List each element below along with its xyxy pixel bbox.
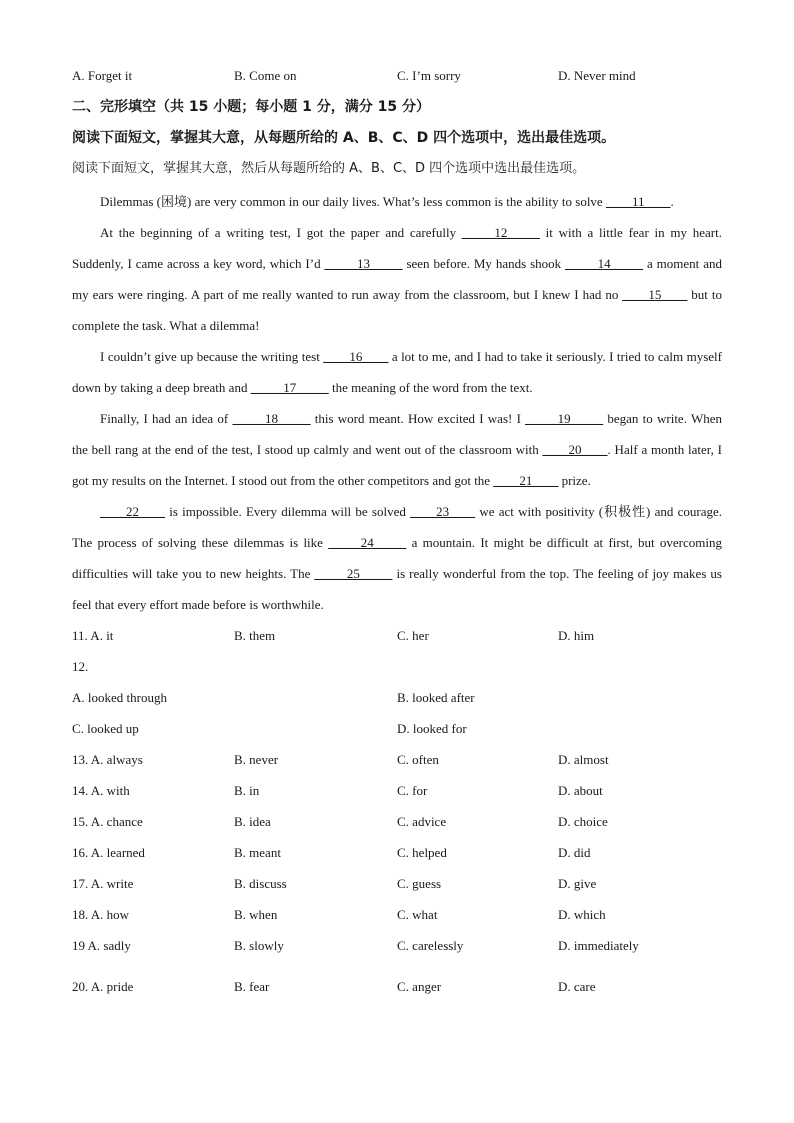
question-19 bbox=[72, 932, 722, 963]
option-c: C. I’m sorry bbox=[397, 68, 461, 83]
question-13 bbox=[72, 746, 722, 777]
option-c: C. looked up bbox=[72, 721, 139, 736]
blank-25: _____25_____ bbox=[314, 566, 393, 581]
option-d: D. choice bbox=[558, 814, 608, 829]
option-d: D. about bbox=[558, 783, 603, 798]
option-d: D. immediately bbox=[558, 938, 639, 953]
option-b: B. looked after bbox=[397, 690, 475, 705]
question-12-row-2 bbox=[72, 715, 722, 746]
text: seen before. My hands shook bbox=[402, 256, 566, 271]
blank-17: _____17_____ bbox=[250, 380, 329, 395]
passage-paragraph-4 bbox=[72, 403, 722, 496]
blank-21: ____21____ bbox=[493, 473, 559, 488]
question-14 bbox=[72, 777, 722, 808]
option-d: D. which bbox=[558, 907, 606, 922]
option-d: D. almost bbox=[558, 752, 609, 767]
question-11 bbox=[72, 622, 722, 653]
option-c: C. her bbox=[397, 628, 429, 643]
option-c: C. helped bbox=[397, 845, 447, 860]
option-b: B. idea bbox=[234, 814, 271, 829]
text: is really wonderful from the top. The feeling of joy makes us feel that every effort made before is worthwhile. bbox=[72, 566, 722, 612]
text: a moment and my ears were ringing. A part of me really wanted to run away from the classroom, but I knew I had no bbox=[72, 256, 722, 302]
option-d: D. give bbox=[558, 876, 597, 891]
question-20 bbox=[72, 973, 722, 1004]
option-a: 17. A. write bbox=[72, 876, 134, 891]
option-a: 20. A. pride bbox=[72, 979, 134, 994]
text: a mountain. It might be difficult at first, but overcoming difficulties will take you to new heights. The bbox=[72, 535, 723, 581]
text: this word meant. How excited I was! I bbox=[310, 411, 526, 426]
option-d: D. looked for bbox=[397, 721, 467, 736]
option-a: 18. A. how bbox=[72, 907, 130, 922]
text: At the beginning of a writing test, I got the paper and carefully bbox=[100, 225, 462, 240]
option-b: B. when bbox=[234, 907, 278, 922]
option-d: D. did bbox=[558, 845, 591, 860]
question-16 bbox=[72, 839, 722, 870]
instruction-plain: 阅读下面短文，掌握其大意，然后从每题所给的 A、B、C、D 四个选项中选出最佳选项。 bbox=[72, 161, 586, 176]
blank-13: _____13_____ bbox=[324, 256, 403, 271]
option-a: 14. A. with bbox=[72, 783, 130, 798]
passage-paragraph-3 bbox=[72, 341, 722, 403]
passage-paragraph-5 bbox=[72, 496, 722, 620]
option-d: D. care bbox=[558, 979, 596, 994]
option-c: C. anger bbox=[397, 979, 442, 994]
option-c: C. advice bbox=[397, 814, 447, 829]
option-c: C. what bbox=[397, 907, 438, 922]
option-b: B. never bbox=[234, 752, 279, 767]
option-c: C. guess bbox=[397, 876, 442, 891]
question-15 bbox=[72, 808, 722, 839]
option-a: 16. A. learned bbox=[72, 845, 145, 860]
blank-14: _____14_____ bbox=[565, 256, 644, 271]
question-12-row-1 bbox=[72, 684, 722, 715]
question-17 bbox=[72, 870, 722, 901]
question-18 bbox=[72, 901, 722, 932]
blank-23: ____23____ bbox=[410, 504, 476, 519]
instruction-bold: 阅读下面短文，掌握其大意，从每题所给的 A、B、C、D 四个选项中，选出最佳选项。 bbox=[72, 130, 616, 146]
text: prize. bbox=[558, 473, 591, 488]
text: it with a little fear in my heart. Suddenly, I came across a key word, which I’d bbox=[72, 225, 722, 271]
option-b: B. them bbox=[234, 628, 276, 643]
text: a lot to me, and I had to take it seriously. I tried to calm myself down by taking a deep breath and bbox=[72, 349, 722, 395]
option-c: C. carelessly bbox=[397, 938, 464, 953]
option-b: B. Come on bbox=[234, 68, 297, 83]
passage-paragraph-1 bbox=[72, 186, 722, 217]
option-d: D. him bbox=[558, 628, 595, 643]
blank-16: ____16____ bbox=[323, 349, 389, 364]
text: Finally, I had an idea of bbox=[100, 411, 233, 426]
blank-12: _____12_____ bbox=[461, 225, 540, 240]
text: began to write. When the bell rang at the end of the test, I stood up calmly and went out of the classroom with bbox=[72, 411, 722, 457]
blank-22: ____22____ bbox=[100, 504, 165, 519]
cloze-passage bbox=[72, 186, 722, 620]
passage-paragraph-2 bbox=[72, 217, 722, 341]
option-a: A. looked through bbox=[72, 690, 167, 705]
blank-20: ____20____ bbox=[542, 442, 608, 457]
text: . bbox=[670, 194, 674, 209]
blank-15: ____15____ bbox=[622, 287, 688, 302]
option-b: B. discuss bbox=[234, 876, 287, 891]
exam-page bbox=[72, 62, 722, 1004]
option-a: 15. A. chance bbox=[72, 814, 143, 829]
text: is impossible. Every dilemma will be solved bbox=[165, 504, 411, 519]
option-c: C. for bbox=[397, 783, 428, 798]
option-b: B. slowly bbox=[234, 938, 284, 953]
blank-24: _____24_____ bbox=[328, 535, 407, 550]
option-a: 13. A. always bbox=[72, 752, 143, 767]
option-a: 11. A. it bbox=[72, 628, 114, 643]
text: . Half a month later, I got my results on the Internet. I stood out from the other competitors and got the bbox=[72, 442, 722, 488]
text: but to complete the task. What a dilemma! bbox=[72, 287, 722, 333]
question-12-number: 12. bbox=[72, 659, 89, 674]
section-heading: 二、完形填空（共 15 小题；每小题 1 分，满分 15 分） bbox=[72, 99, 430, 115]
blank-19: _____19_____ bbox=[525, 411, 604, 426]
top-options-row bbox=[72, 62, 722, 93]
option-b: B. fear bbox=[234, 979, 270, 994]
option-d: D. Never mind bbox=[558, 68, 636, 83]
text: I couldn’t give up because the writing test bbox=[100, 349, 324, 364]
blank-18: _____18_____ bbox=[232, 411, 311, 426]
option-a: 19 A. sadly bbox=[72, 938, 131, 953]
option-b: B. in bbox=[234, 783, 260, 798]
option-a: A. Forget it bbox=[72, 68, 133, 83]
option-c: C. often bbox=[397, 752, 439, 767]
text: Dilemmas (困境) are very common in our daily lives. What’s less common is the ability to solve bbox=[100, 194, 606, 209]
text: we act with positivity (积极性) and courage. The process of solving these dilemmas is like bbox=[72, 504, 723, 550]
option-b: B. meant bbox=[234, 845, 281, 860]
blank-11: ____11____ bbox=[605, 194, 671, 209]
text: the meaning of the word from the text. bbox=[328, 380, 533, 395]
